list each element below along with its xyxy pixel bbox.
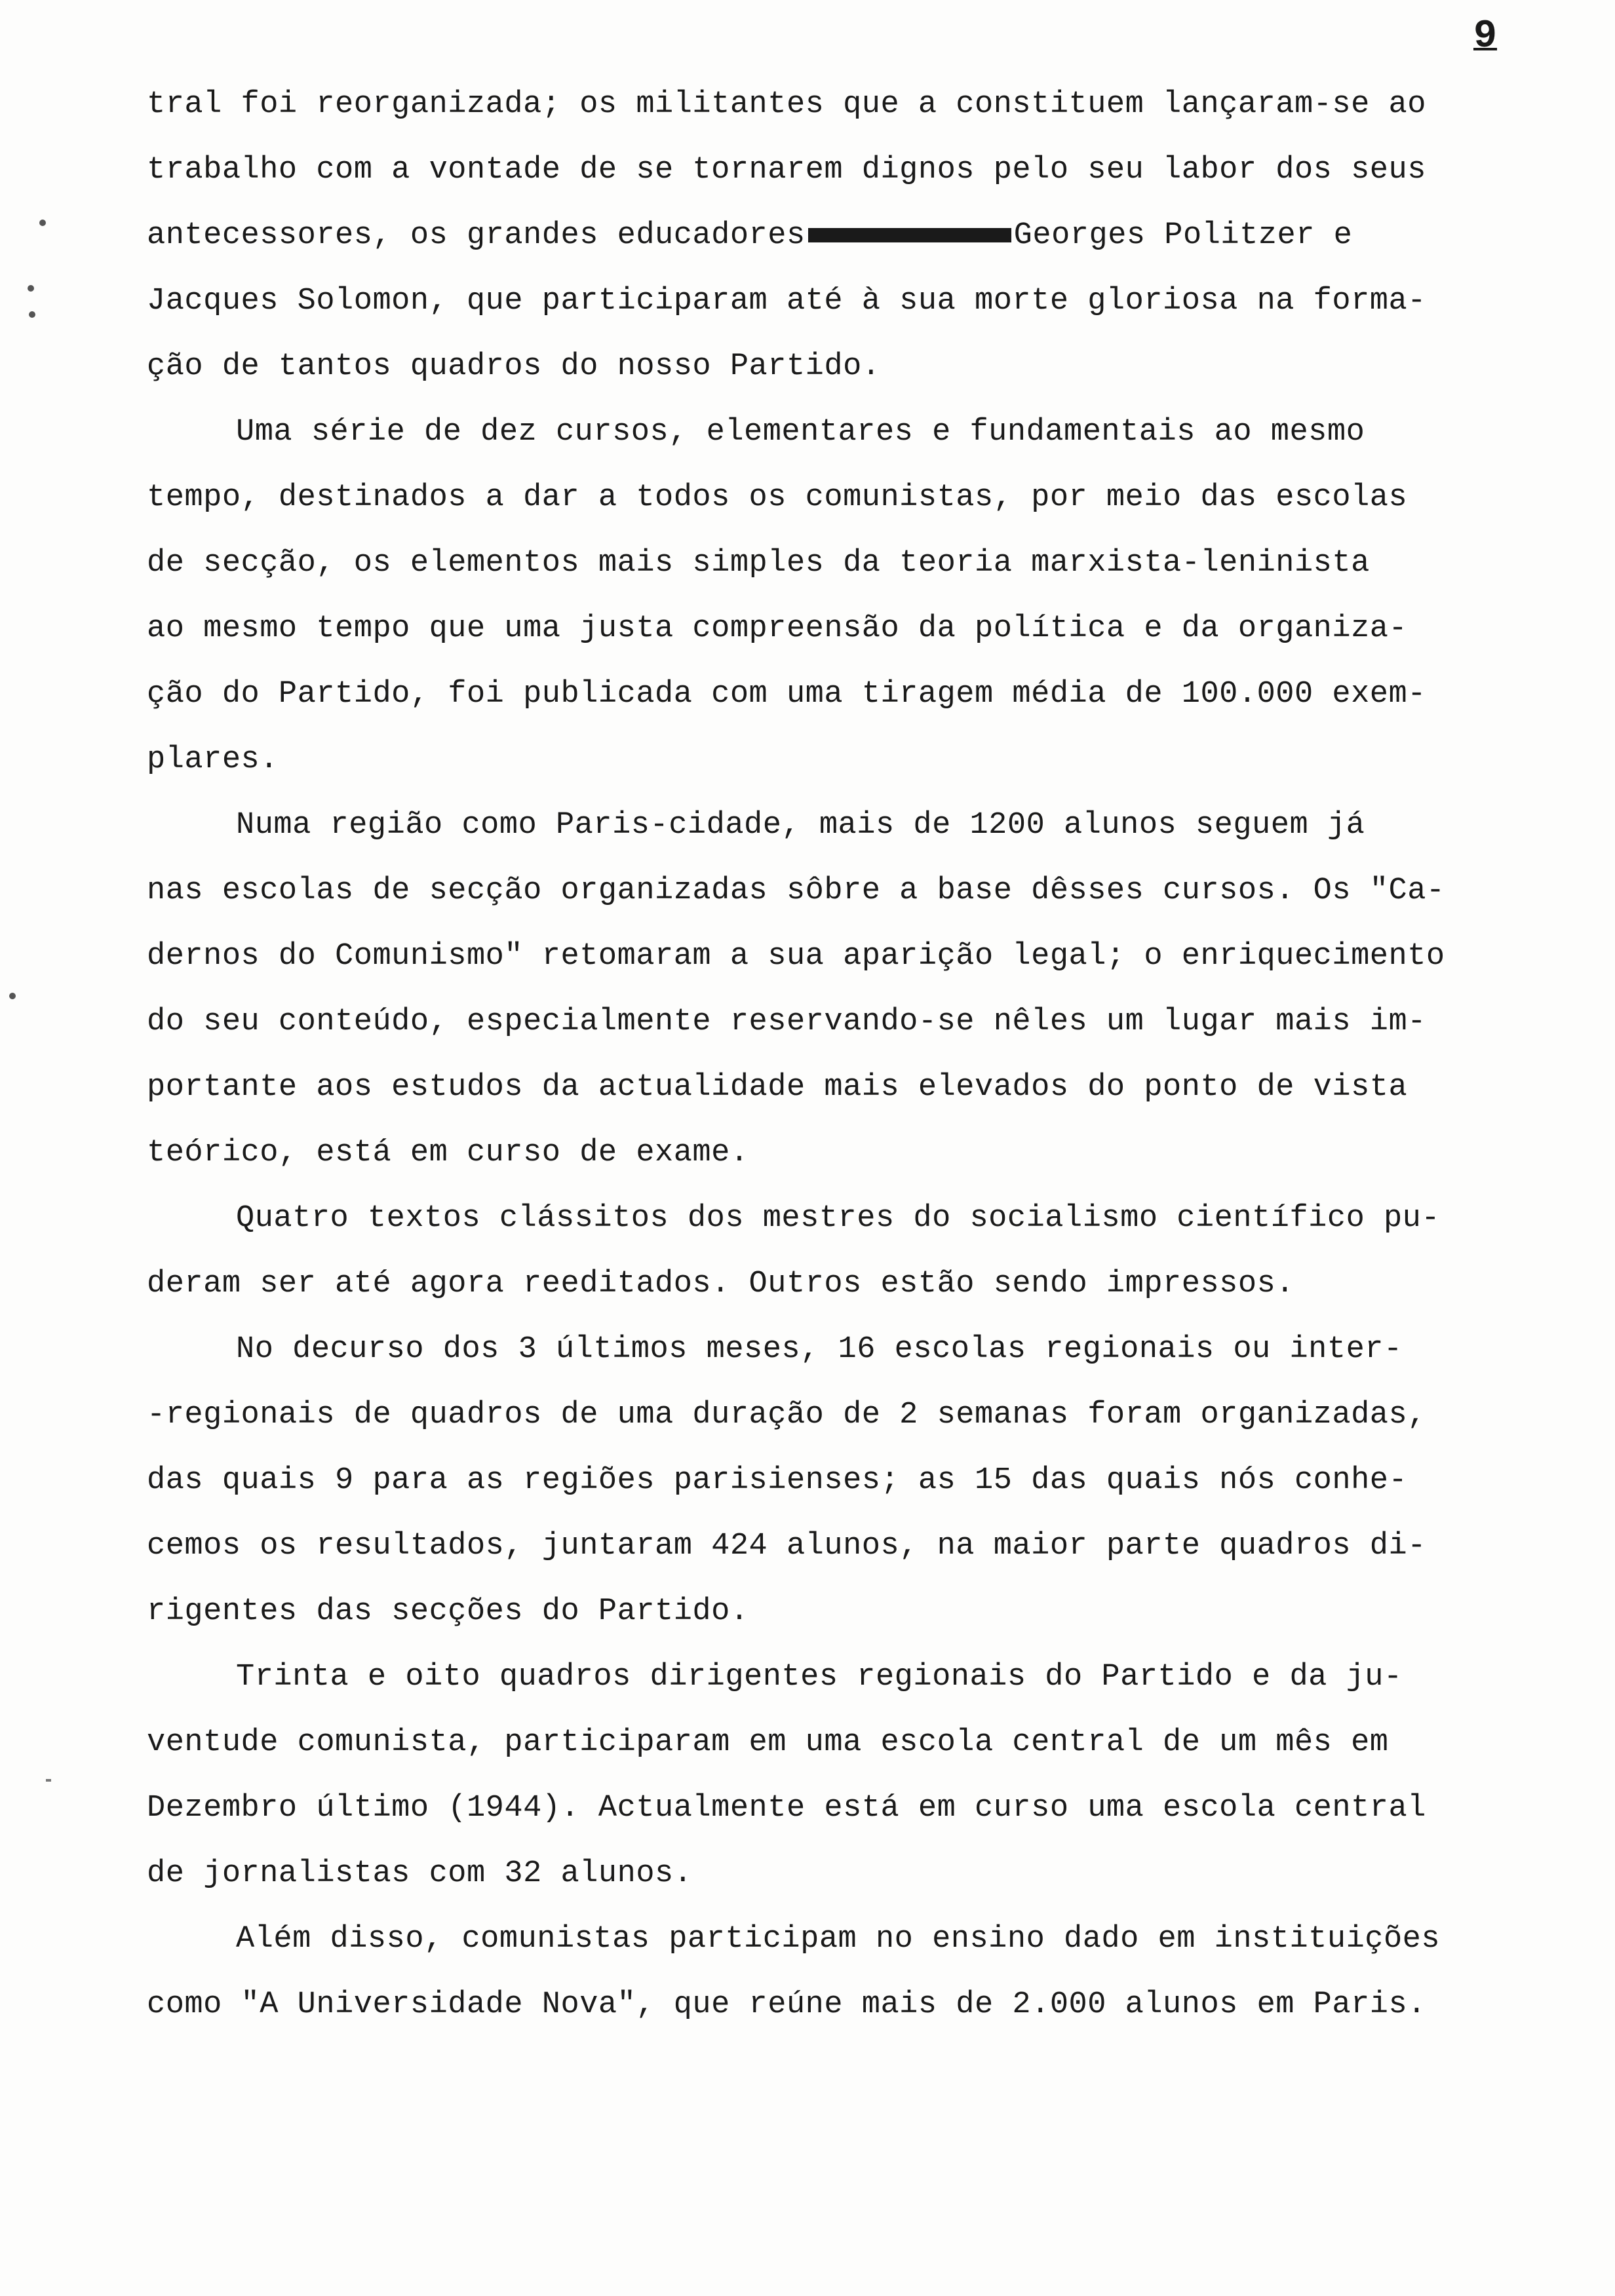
text-line-part: antecessores, os grandes educadores xyxy=(147,218,806,253)
text-line: Trinta e oito quadros dirigentes regionais do Partido e da ju- xyxy=(236,1660,1403,1694)
text-line: de jornalistas com 32 alunos. xyxy=(147,1856,693,1891)
text-line: tral foi reorganizada; os militantes que a constituem lançaram-se ao xyxy=(147,87,1426,122)
text-line: portante aos estudos da actualidade mais elevados do ponto de vista xyxy=(147,1070,1408,1105)
text-line: -regionais de quadros de uma duração de 2 semanas foram organizadas, xyxy=(147,1398,1426,1432)
text-line: rigentes das secções do Partido. xyxy=(147,1594,749,1629)
text-line: ventude comunista, participaram em uma escola central de um mês em xyxy=(147,1725,1389,1760)
text-line-part: Georges Politzer e xyxy=(1013,218,1353,253)
text-line: tempo, destinados a dar a todos os comunistas, por meio das escolas xyxy=(147,480,1408,515)
text-line: ção do Partido, foi publicada com uma tiragem média de 100.000 exem- xyxy=(147,677,1426,712)
document-body xyxy=(147,72,1536,2038)
text-line: Jacques Solomon, que participaram até à sua morte gloriosa na forma- xyxy=(147,284,1426,318)
text-line: teórico, está em curso de exame. xyxy=(147,1136,749,1170)
text-line: como "A Universidade Nova", que reúne mais de 2.000 alunos em Paris. xyxy=(147,1987,1426,2022)
text-line: Além disso, comunistas participam no ensino dado em instituições xyxy=(236,1922,1441,1957)
text-line: Uma série de dez cursos, elementares e fundamentais ao mesmo xyxy=(236,415,1365,450)
text-line: dernos do Comunismo" retomaram a sua aparição legal; o enriquecimento xyxy=(147,939,1445,974)
text-line: do seu conteúdo, especialmente reservando-se nêles um lugar mais im- xyxy=(147,1004,1426,1039)
text-line: das quais 9 para as regiões parisienses; as 15 das quais nós conhe- xyxy=(147,1463,1408,1498)
text-line xyxy=(147,203,1536,269)
text-line: ao mesmo tempo que uma justa compreensão da política e da organiza- xyxy=(147,611,1408,646)
text-line: Dezembro último (1944). Actualmente está em curso uma escola central xyxy=(147,1791,1426,1826)
text-line: plares. xyxy=(147,742,279,777)
text-line: Numa região como Paris-cidade, mais de 1200 alunos seguem já xyxy=(236,808,1365,843)
text-line: Quatro textos clássitos dos mestres do socialismo científico pu- xyxy=(236,1201,1441,1236)
text-line: deram ser até agora reeditados. Outros estão sendo impressos. xyxy=(147,1267,1294,1301)
text-line: No decurso dos 3 últimos meses, 16 escolas regionais ou inter- xyxy=(236,1332,1403,1367)
scan-mark xyxy=(46,1779,51,1782)
text-line: cemos os resultados, juntaram 424 alunos, na maior parte quadros di- xyxy=(147,1529,1426,1563)
scan-mark xyxy=(28,285,34,292)
scan-mark xyxy=(29,311,35,318)
text-line: ção de tantos quadros do nosso Partido. xyxy=(147,349,881,384)
scan-mark xyxy=(39,220,46,226)
scan-mark xyxy=(9,993,16,999)
page-number: 9 xyxy=(1473,14,1498,59)
text-line: de secção, os elementos mais simples da teoria marxista-leninista xyxy=(147,546,1370,581)
text-line: trabalho com a vontade de se tornarem dignos pelo seu labor dos seus xyxy=(147,153,1426,187)
text-line: nas escolas de secção organizadas sôbre a base dêsses cursos. Os "Ca- xyxy=(147,873,1445,908)
struck-out-word xyxy=(808,228,1011,242)
